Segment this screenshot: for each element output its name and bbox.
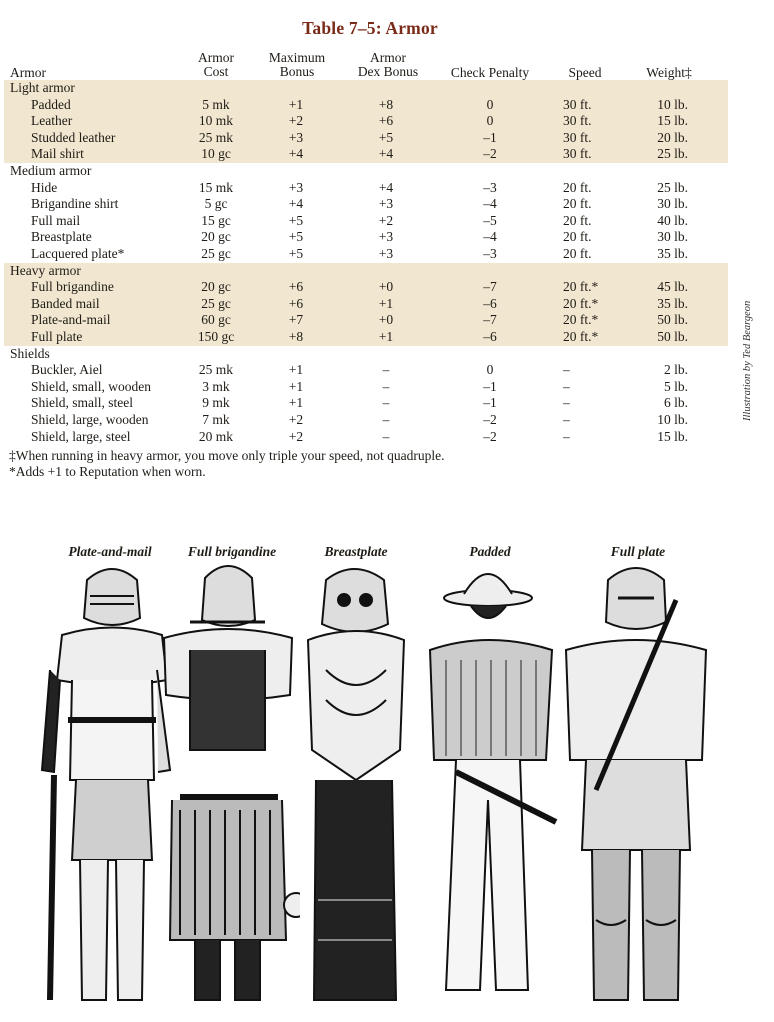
table-row <box>0 412 740 429</box>
knight-breastplate-illustration <box>296 560 416 1012</box>
table-row <box>0 429 740 446</box>
column-header-cost <box>186 51 246 79</box>
group-row <box>0 346 740 363</box>
cell-check: –6 <box>483 295 497 311</box>
cell-check: 0 <box>486 96 494 112</box>
cell-name: Brigandine shirt <box>31 196 119 212</box>
side-credit: Illustration by Ted Beargeon <box>742 300 753 422</box>
table-row <box>0 279 740 296</box>
cell-dex: – <box>382 412 390 427</box>
table-row <box>0 180 740 197</box>
cell-speed: 20 ft.* <box>563 329 599 344</box>
cell-weight: 5 lb. <box>663 378 688 394</box>
column-header-dex-bonus <box>346 51 430 79</box>
caption-full-brigandine: Full brigandine <box>187 544 277 559</box>
knight-full-brigandine-illustration <box>150 560 300 1012</box>
cell-speed: – <box>563 362 570 378</box>
table-row <box>0 296 740 313</box>
cell-dex: +4 <box>378 146 394 162</box>
cell-dex: +0 <box>378 279 394 295</box>
cell-speed: – <box>563 412 570 427</box>
column-header-max-bonus <box>260 51 334 79</box>
soldier-padded-illustration <box>416 560 566 1012</box>
cell-speed: 20 ft. <box>563 229 592 245</box>
caption-breastplate: Breastplate <box>324 544 388 559</box>
group-row <box>0 263 740 280</box>
cell-dex: – <box>382 362 390 378</box>
cell-cost: 25 gc <box>201 295 231 311</box>
cell-weight: 30 lb. <box>657 196 688 212</box>
cell-check: –4 <box>483 196 497 212</box>
column-header-dex-line1: Armor <box>370 50 406 65</box>
footnote-reputation: *Adds +1 to Reputation when worn. <box>9 464 206 479</box>
cell-cost: 25 mk <box>198 129 234 145</box>
cell-max: +7 <box>288 312 304 328</box>
table-row <box>0 213 740 230</box>
cell-dex: +4 <box>378 179 394 195</box>
cell-speed: 20 ft. <box>563 246 592 261</box>
cell-name: Full brigandine <box>31 279 114 295</box>
cell-weight: 15 lb. <box>657 113 688 129</box>
group-label: Medium armor <box>10 163 92 178</box>
cell-check: –4 <box>483 229 497 245</box>
cell-speed: 20 ft. <box>563 179 592 195</box>
cell-cost: 20 gc <box>201 279 231 295</box>
cell-check: –2 <box>483 146 497 162</box>
cell-weight: 45 lb. <box>657 279 688 295</box>
cell-dex: +2 <box>378 212 394 228</box>
column-header-max-line1: Maximum <box>268 50 326 65</box>
cell-speed: 20 ft.* <box>563 279 599 295</box>
cell-cost: 5 gc <box>204 196 228 212</box>
cell-check: –7 <box>483 312 497 328</box>
table-row <box>0 146 740 163</box>
cell-max: +4 <box>288 196 304 212</box>
table-row <box>0 97 740 114</box>
table-row <box>0 113 740 130</box>
cell-cost: 150 gc <box>197 329 235 344</box>
cell-dex: +3 <box>378 196 394 212</box>
cell-weight: 30 lb. <box>657 229 688 245</box>
table-row <box>0 130 740 147</box>
footnote-running: ‡When running in heavy armor, you move only triple your speed, not quadruple. <box>9 448 445 463</box>
cell-check: –1 <box>483 395 497 411</box>
cell-name: Studded leather <box>31 129 116 145</box>
column-header-max-line2: Bonus <box>279 64 315 79</box>
cell-cost: 15 gc <box>201 212 231 228</box>
column-header-dex-line2: Dex Bonus <box>357 64 419 79</box>
cell-name: Padded <box>31 96 71 112</box>
cell-weight: 25 lb. <box>657 179 688 195</box>
cell-dex: – <box>382 428 390 444</box>
cell-check: –5 <box>483 212 497 228</box>
cell-max: +8 <box>288 329 304 344</box>
cell-weight: 40 lb. <box>657 212 688 228</box>
group-label: Heavy armor <box>10 262 81 278</box>
group-label: Shields <box>10 345 50 361</box>
group-row <box>0 80 740 97</box>
cell-dex: – <box>382 395 390 411</box>
cell-cost: 60 gc <box>201 312 231 328</box>
cell-dex: +8 <box>378 96 394 112</box>
cell-dex: +1 <box>378 329 394 344</box>
table-row <box>0 395 740 412</box>
cell-cost: 10 gc <box>201 146 231 162</box>
cell-check: 0 <box>486 362 494 378</box>
cell-max: +5 <box>288 229 304 245</box>
group-label: Light armor <box>10 80 75 95</box>
table-row <box>0 329 740 346</box>
cell-max: +4 <box>288 146 304 162</box>
cell-max: +2 <box>288 412 304 427</box>
cell-dex: +3 <box>378 246 394 261</box>
cell-max: +1 <box>288 378 304 394</box>
cell-max: +2 <box>288 113 304 129</box>
cell-cost: 25 mk <box>198 362 234 378</box>
cell-cost: 20 mk <box>198 428 234 444</box>
cell-check: –2 <box>483 412 497 427</box>
cell-weight: 50 lb. <box>657 312 688 328</box>
cell-speed: 20 ft. <box>563 212 592 228</box>
cell-name: Full plate <box>31 329 83 344</box>
cell-weight: 20 lb. <box>657 129 688 145</box>
cell-name: Lacquered plate* <box>31 246 125 261</box>
cell-weight: 6 lb. <box>663 395 688 411</box>
cell-speed: – <box>563 378 570 394</box>
table-row <box>0 196 740 213</box>
cell-check: –1 <box>483 129 497 145</box>
cell-dex: +6 <box>378 113 394 129</box>
cell-name: Shield, small, wooden <box>31 378 151 394</box>
cell-cost: 3 mk <box>202 378 230 394</box>
cell-name: Hide <box>31 179 58 195</box>
cell-cost: 10 mk <box>198 113 234 129</box>
cell-name: Shield, large, steel <box>31 428 131 444</box>
column-header-check-penalty: Check Penalty <box>450 65 530 80</box>
table-row <box>0 312 740 329</box>
cell-speed: 20 ft.* <box>563 312 599 328</box>
cell-check: –1 <box>483 378 497 394</box>
column-header-armor: Armor <box>10 65 46 80</box>
cell-max: +1 <box>288 395 304 411</box>
cell-name: Mail shirt <box>31 146 84 162</box>
cell-check: –3 <box>483 179 497 195</box>
cell-speed: 20 ft. <box>563 196 592 212</box>
cell-cost: 25 gc <box>201 246 231 261</box>
column-header-speed: Speed <box>568 65 602 80</box>
cell-speed: 30 ft. <box>563 113 592 129</box>
cell-speed: 30 ft. <box>563 96 592 112</box>
cell-check: –2 <box>483 428 497 444</box>
table-row <box>0 379 740 396</box>
cell-name: Shield, large, wooden <box>31 412 149 427</box>
cell-name: Shield, small, steel <box>31 395 133 411</box>
cell-check: –6 <box>483 329 497 344</box>
cell-cost: 7 mk <box>202 412 230 427</box>
cell-name: Buckler, Aiel <box>31 362 103 378</box>
cell-check: 0 <box>486 113 494 129</box>
column-header-cost-line2: Cost <box>203 64 229 79</box>
cell-max: +6 <box>288 279 304 295</box>
cell-name: Plate-and-mail <box>31 312 111 328</box>
caption-padded: Padded <box>469 544 511 559</box>
cell-weight: 50 lb. <box>657 329 688 344</box>
knight-full-plate-illustration <box>556 560 716 1012</box>
cell-cost: 20 gc <box>201 229 231 245</box>
table-row <box>0 246 740 263</box>
cell-dex: – <box>382 378 390 394</box>
column-header-cost-line1: Armor <box>198 50 234 65</box>
cell-max: +3 <box>288 129 304 145</box>
caption-plate-and-mail: Plate-and-mail <box>68 544 152 559</box>
cell-cost: 9 mk <box>202 395 230 411</box>
cell-speed: – <box>563 428 570 444</box>
caption-full-plate: Full plate <box>610 544 666 559</box>
cell-weight: 25 lb. <box>657 146 688 162</box>
cell-dex: +1 <box>378 295 394 311</box>
cell-name: Full mail <box>31 212 81 228</box>
cell-max: +5 <box>288 212 304 228</box>
cell-name: Breastplate <box>31 229 92 245</box>
cell-speed: 20 ft.* <box>563 295 599 311</box>
cell-weight: 10 lb. <box>657 412 688 427</box>
cell-check: –7 <box>483 279 497 295</box>
cell-dex: +5 <box>378 129 394 145</box>
cell-weight: 35 lb. <box>657 246 688 261</box>
cell-weight: 2 lb. <box>663 362 688 378</box>
cell-cost: 15 mk <box>198 179 234 195</box>
cell-max: +2 <box>288 428 304 444</box>
cell-name: Leather <box>31 113 73 129</box>
table-row <box>0 362 740 379</box>
table-row <box>0 229 740 246</box>
cell-speed: 30 ft. <box>563 129 592 145</box>
cell-dex: +0 <box>378 312 394 328</box>
column-header-weight: Weight‡ <box>646 65 692 80</box>
cell-speed: – <box>563 395 570 411</box>
cell-max: +1 <box>288 96 304 112</box>
cell-max: +6 <box>288 295 304 311</box>
cell-dex: +3 <box>378 229 394 245</box>
page-title: Table 7–5: Armor <box>302 18 438 38</box>
cell-weight: 15 lb. <box>657 428 688 444</box>
cell-max: +5 <box>288 246 304 261</box>
cell-max: +1 <box>288 362 304 378</box>
cell-check: –3 <box>483 246 497 261</box>
cell-max: +3 <box>288 179 304 195</box>
cell-weight: 10 lb. <box>657 96 688 112</box>
cell-weight: 35 lb. <box>657 295 688 311</box>
group-row <box>0 163 740 180</box>
cell-speed: 30 ft. <box>563 146 592 162</box>
cell-name: Banded mail <box>31 295 100 311</box>
cell-cost: 5 mk <box>202 96 230 112</box>
